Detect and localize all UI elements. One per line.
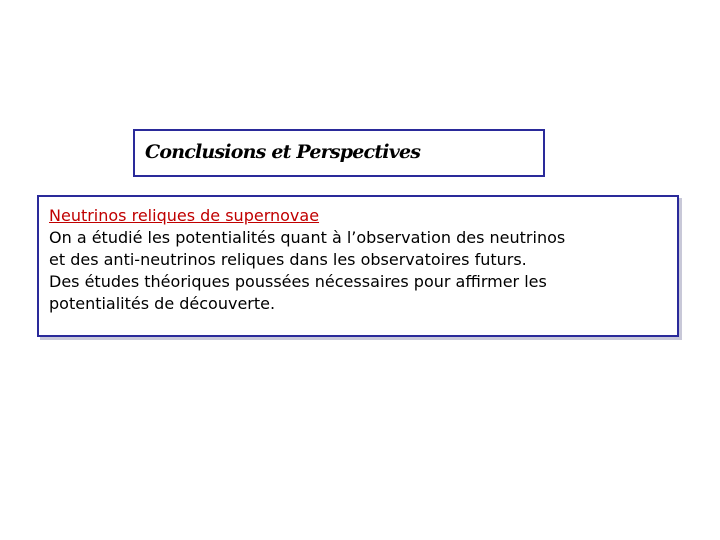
slide-title: Conclusions et Perspectives: [145, 141, 421, 163]
title-box: [133, 129, 545, 177]
body-line-3: Des études théoriques poussées nécessaires pour affirmer les: [49, 272, 547, 291]
content-body: [49, 205, 671, 315]
content-box: [37, 195, 679, 337]
body-line-1: On a étudié les potentialités quant à l’observation des neutrinos: [49, 228, 566, 247]
body-line-4: potentialités de découverte.: [49, 294, 276, 313]
section-heading: Neutrinos reliques de supernovae: [49, 206, 320, 225]
body-line-2: et des anti-neutrinos reliques dans les observatoires futurs.: [49, 250, 527, 269]
